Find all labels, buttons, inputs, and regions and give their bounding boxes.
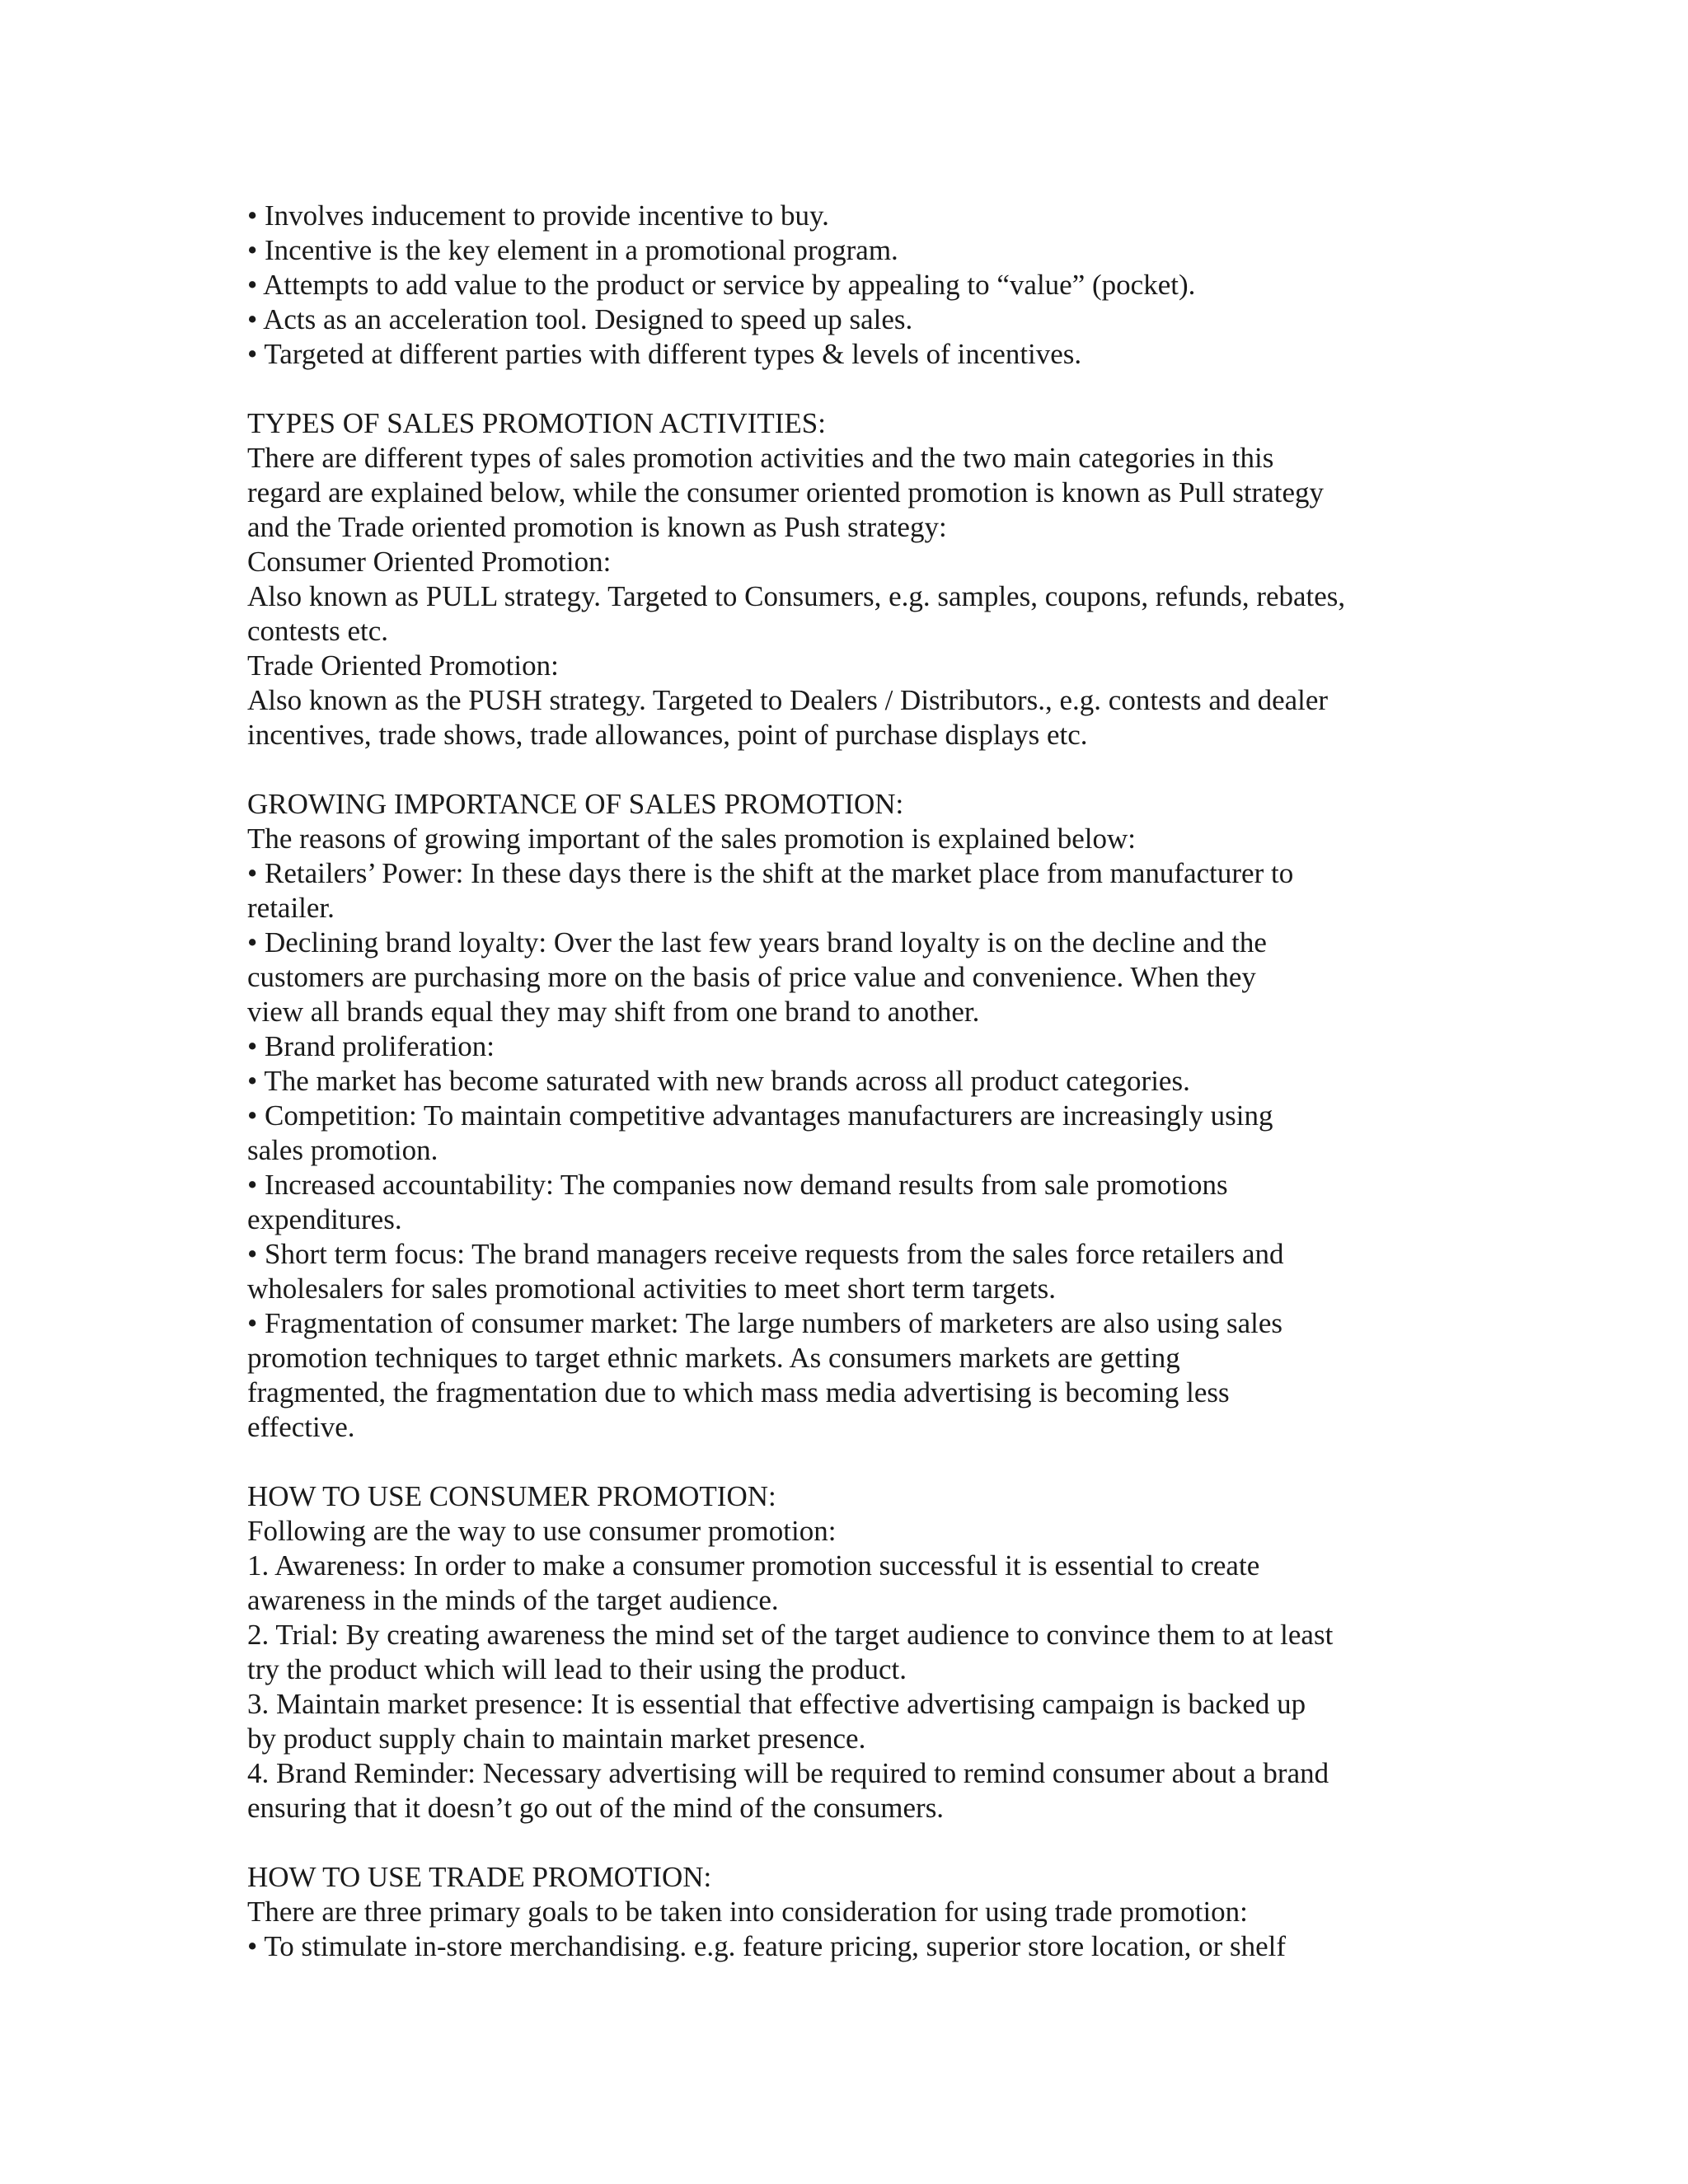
text-line: • Competition: To maintain competitive advantages manufacturers are increasingly using: [247, 1099, 1273, 1132]
text-line: 1. Awareness: In order to make a consumer promotion successful it is essential to create: [247, 1549, 1260, 1582]
text-line: and the Trade oriented promotion is known as Push strategy:: [247, 511, 947, 543]
text-line: by product supply chain to maintain market presence.: [247, 1722, 866, 1755]
text-line: wholesalers for sales promotional activities to meet short term targets.: [247, 1272, 1057, 1305]
text-line: Following are the way to use consumer promotion:: [247, 1515, 837, 1547]
text-line: expenditures.: [247, 1203, 402, 1235]
section-heading: HOW TO USE CONSUMER PROMOTION:: [247, 1480, 776, 1512]
paragraph-gap: [247, 752, 1434, 787]
text-line: retailer.: [247, 892, 335, 924]
text-line: • Fragmentation of consumer market: The large numbers of marketers are also using sales: [247, 1307, 1283, 1339]
text-line: • Increased accountability: The companies now demand results from sale promotions: [247, 1169, 1228, 1201]
text-line: promotion techniques to target ethnic markets. As consumers markets are getting: [247, 1342, 1180, 1374]
paragraph-gap: [247, 1445, 1434, 1479]
text-line: regard are explained below, while the consumer oriented promotion is known as Pull strategy: [247, 476, 1324, 509]
intro-bullet: • Incentive is the key element in a promotional program.: [247, 234, 898, 266]
section-heading: HOW TO USE TRADE PROMOTION:: [247, 1861, 712, 1893]
paragraph-gap: [247, 1825, 1434, 1860]
intro-bullet: • Targeted at different parties with different types & levels of incentives.: [247, 338, 1082, 370]
text-line: customers are purchasing more on the basis of price value and convenience. When they: [247, 961, 1256, 993]
subheading: Trade Oriented Promotion:: [247, 649, 559, 682]
section-heading: TYPES OF SALES PROMOTION ACTIVITIES:: [247, 407, 826, 439]
text-line: There are different types of sales promotion activities and the two main categories in this: [247, 442, 1274, 474]
intro-bullet: • Involves inducement to provide incentive to buy.: [247, 199, 829, 232]
text-line: contests etc.: [247, 615, 389, 647]
text-line: ensuring that it doesn’t go out of the mind of the consumers.: [247, 1792, 945, 1824]
text-line: • To stimulate in-store merchandising. e.g. feature pricing, superior store location, or shelf: [247, 1930, 1287, 1962]
text-line: 2. Trial: By creating awareness the mind set of the target audience to convince them to at least: [247, 1619, 1334, 1651]
section-heading: GROWING IMPORTANCE OF SALES PROMOTION:: [247, 788, 904, 820]
intro-bullet: • Acts as an acceleration tool. Designed to speed up sales.: [247, 303, 913, 335]
trade-promotion-section: [247, 1860, 1434, 1964]
intro-bullet-list: [247, 199, 1434, 372]
intro-bullet: • Attempts to add value to the product or service by appealing to “value” (pocket).: [247, 269, 1196, 301]
paragraph-gap: [247, 372, 1434, 406]
consumer-promotion-section: [247, 1479, 1434, 1825]
text-line: incentives, trade shows, trade allowances, point of purchase displays etc.: [247, 719, 1088, 751]
text-line: There are three primary goals to be taken into consideration for using trade promotion:: [247, 1896, 1248, 1928]
growing-importance-section: [247, 787, 1434, 1445]
subheading: Consumer Oriented Promotion:: [247, 546, 612, 578]
types-section: [247, 406, 1434, 752]
text-line: • The market has become saturated with new brands across all product categories.: [247, 1065, 1190, 1097]
text-line: • Retailers’ Power: In these days there is the shift at the market place from manufacturer to: [247, 857, 1294, 889]
text-line: 3. Maintain market presence: It is essential that effective advertising campaign is backed up: [247, 1688, 1306, 1720]
text-line: fragmented, the fragmentation due to which mass media advertising is becoming less: [247, 1376, 1230, 1408]
text-line: effective.: [247, 1411, 355, 1443]
text-line: • Short term focus: The brand managers receive requests from the sales force retailers and: [247, 1238, 1284, 1270]
text-line: sales promotion.: [247, 1134, 438, 1166]
text-line: Also known as the PUSH strategy. Targeted to Dealers / Distributors., e.g. contests and dealer: [247, 684, 1329, 716]
text-line: • Declining brand loyalty: Over the last few years brand loyalty is on the decline and the: [247, 926, 1267, 958]
text-line: Also known as PULL strategy. Targeted to Consumers, e.g. samples, coupons, refunds, rebates,: [247, 580, 1346, 612]
text-line: awareness in the minds of the target audience.: [247, 1584, 779, 1616]
text-line: 4. Brand Reminder: Necessary advertising will be required to remind consumer about a brand: [247, 1757, 1329, 1789]
text-line: view all brands equal they may shift from one brand to another.: [247, 996, 980, 1028]
text-line: try the product which will lead to their using the product.: [247, 1653, 907, 1685]
document-body: [247, 199, 1434, 1964]
text-line: The reasons of growing important of the sales promotion is explained below:: [247, 823, 1136, 855]
text-line: • Brand proliferation:: [247, 1030, 495, 1062]
